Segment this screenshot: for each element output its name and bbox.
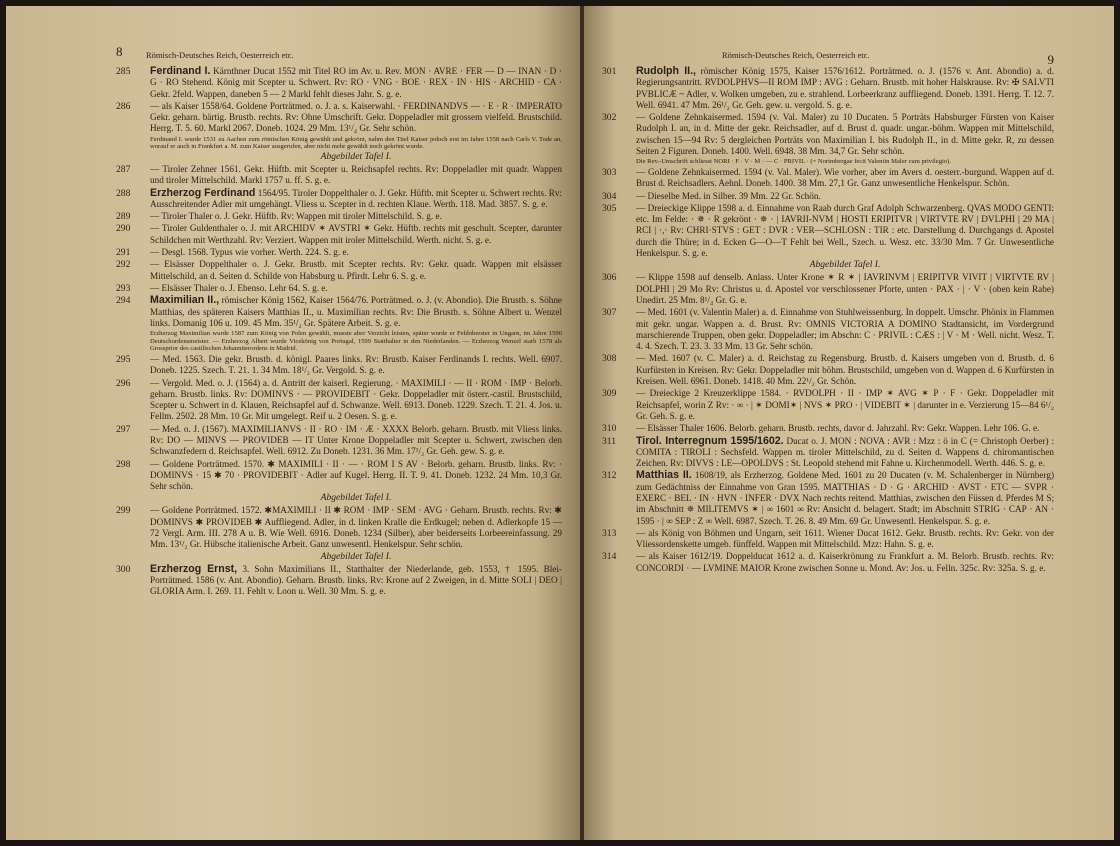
catalog-entry	[116, 164, 562, 187]
entry-number: 310	[602, 423, 617, 435]
entry-text: 1608/19, als Erzherzog. Goldene Med. 1601 zu 20 Ducaten (v. M. Schalenberger in Nürnberg) zum Gedächtniss der Einnahme von Gran 1595. MATTHIAS · D · G · ARCHID · AVST · ETC — SVPR · EXERC · BEL · IN · HVN · INFER · DVX Nach rechts reitend. Matthias, zwischen den Füssen d. Pferdes M S; im Abschnitt ✵ MILITEMVS ✶ | ∞ 1601 ∞ Rv: Ansicht d. belagert. Stadt; im Abschnitt STRIG · CAP · AN · 1595 · | ∞ SEP : Z ∞ Well. 6987. Szech. T. 26. 8. 49 Mm. 69 Gr. Unwesentl. Henkelspur. S. g. e.	[636, 470, 1055, 526]
running-head: Römisch-Deutsches Reich, Oesterreich etc.	[146, 50, 294, 60]
entry-number: 287	[116, 163, 131, 175]
catalog-entry	[602, 528, 1054, 551]
plate-reference: Abgebildet Tafel I.	[809, 259, 881, 271]
plate-reference: Abgebildet Tafel I.	[320, 150, 392, 162]
catalog-entry	[602, 551, 1054, 574]
catalog-entry	[602, 470, 1054, 526]
entry-text: — Dieselbe Med. in Silber. 39 Mm. 22 Gr. Schön.	[636, 190, 821, 201]
catalog-entry	[116, 188, 562, 211]
catalog-entry	[116, 424, 562, 458]
catalog-entry	[116, 66, 562, 100]
page-number: 9	[1047, 52, 1054, 67]
entry-number: 302	[602, 112, 617, 124]
entry-text: — als Kaiser 1558/64. Goldene Porträtmed. o. J. a. s. Kaiserwahl. · FERDINANDVS — · E · R · IMPERATO Gekr. geharn. bärtig. Brustb. rechts. Rv: Ohne Umschrift. Gekr. Doppeladler mit grossem vielfeld. Brustschild. Herrg. T. 5. 60. Markl 2067. Doneb. 1024. 29 Mm. 13¹/₄ Gr. Sehr schön.	[150, 100, 562, 134]
catalog-entry	[602, 191, 1054, 202]
footnote: Erzherzog Maximilian wurde 1587 zum König von Polen gewählt, musste aber Verzicht leisten, später wurde er Feldoberster in Ungarn, im Jahre 1590 Deutschordensmeister. — Erzherzog Albert wurde Vicekönig von Portugal, 1599 Statthalter in den Niederlanden. — Erzherzog Wenzel starb 1578 als Grossprior des castilischen Johanniterordens in Madrid.	[150, 330, 562, 353]
catalog-entry	[116, 247, 562, 258]
ruler-name: Rudolph II.,	[636, 65, 697, 77]
footnote: Die Rev.-Umschrift schliesst NORI · F · V · M · — C · PRIVIL · (= Norimbergae fecit Valentin Maler cum privilegio).	[636, 158, 951, 166]
catalog-entry	[116, 564, 562, 598]
running-head: Römisch-Deutsches Reich, Oesterreich etc.	[722, 50, 870, 60]
catalog-entry	[116, 505, 562, 562]
entry-number: 290	[116, 223, 131, 235]
entry-text: 3. Sohn Maximilians II., Statthalter der Niederlande, geb. 1553, † 1595. Blei-Porträtmed. 1586 (v. Ant. Abondio). Geharn. Brustb. links. Rv: Krone auf 2 Zweigen, in d. Mitte SOLI | DEO | GLORIA Arm. I. 269. 11. Fehlt v. Loon u. Well. 30 Mm. S. g. e.	[150, 563, 562, 597]
right-page	[584, 6, 1114, 840]
entry-number: 293	[116, 282, 131, 294]
entry-number: 292	[116, 259, 131, 271]
entry-text: Kärnthner Ducat 1552 mit Titel RO im Av. u. Rev. MON · AVRE · FER — D — INAN · D · G · RO Stehend. König mit Scepter u. Schwert. Rv: RO · VNG · BOE · REX · IN · HIS · ARCHID · CA · Gekr. 2feld. Wappen, daneben 5 — 2 Markl fehlt dieses Jahr. S. g. e.	[150, 66, 562, 99]
catalog-entry	[602, 203, 1054, 271]
entry-number: 314	[602, 551, 617, 563]
catalog-entry	[116, 101, 562, 163]
entry-number: 297	[116, 423, 131, 435]
entry-text: — Tiroler Thaler o. J. Gekr. Hüftb. Rv: Wappen mit tiroler Mittelschild. S. g. e.	[150, 211, 442, 222]
page-number: 8	[116, 44, 123, 59]
entry-text: — Med. o. J. (1567). MAXIMILIANVS · II · RO · IM · Æ · XXXX Belorb. geharn. Brustb. mit Vliess links. Rv: DO — MINVS — PROVIDEB — IT Unter Krone Doppeladler mit Scepter u. Schwert, zwischen den Schwanzfedern d. Reichsapfel. Well. 6912. Zu Doneb. 1231. 36 Mm. 17¹/₂ Gr. Geh. gew. S. g. e.	[150, 423, 562, 457]
right-page-header	[602, 44, 1054, 66]
entry-number: 304	[602, 190, 617, 202]
entry-text: — Klippe 1598 auf denselb. Anlass. Unter Krone ✶ R ✶ | IAVRINVM | ERIPITVR VIVIT | VIRTVTE RV | DOLPHI | 29 Mo Rv: Christus u. d. Apostel vor verschlossener Pforte, unten · PAX · | · V · (oben kein Rabe) Unedirt. 25 Mm. 8¹/₄ Gr. G. e.	[636, 272, 1054, 305]
entry-text: — Goldene Zehnkaisermed. 1594 (v. Val. Maler). Wie vorher, aber im Avers d. oesterr.-burgund. Wappen auf d. Brust d. Reichsadlers. Aehnl. Doneb. 1400. 38 Mm. 27,1 Gr. Ganz unwesentliche Henkelspur. Schön.	[636, 166, 1054, 189]
book-spread	[6, 6, 1114, 840]
catalog-entry	[116, 378, 562, 423]
entry-number: 313	[602, 527, 617, 539]
entry-text: — Vergold. Med. o. J. (1564) a. d. Antritt der kaiserl. Regierung. · MAXIMILI · — II · ROM · IMP · Belorb. geharn. Brustb. links. Rv: DOMINVS · — PROVIDEBIT · Gekr. Doppeladler mit österr.-castil. Brustschild, Scepter u. Schwert in d. Klauen, Reichsapfel auf d. Schwanze. Well. 6913. Doneb. 1229. Szech. T. 21. 4. Jos. u. Fellm. 2502. 28 Mm. 10 Gr. Mit umgelegt. Reif u. 2 Oesen. S. g. e.	[150, 377, 562, 422]
entry-text: Ducat o. J. MON : NOVA : AVR : Mzz : ö in C (= Christoph Oerber) : COMITA : TIROLI : Sechsfeld. Wappen m. tiroler Mittelschild, zu d. Seiten d. Wappens d. chiromantischen Zeichen. Rv: DIVVS : LE—OPOLDVS : St. Leopold stehend mit Fahne u. Kirchenmodell. Werth. 446. S. g. e.	[636, 435, 1054, 469]
entry-number: 311	[602, 435, 617, 447]
entry-text: — Tiroler Zehner 1561. Gekr. Hüftb. mit Scepter u. Reichsapfel rechts. Rv: Doppeladler mit quadr. Wappen und tiroler Mittelschild. Markl 1757 u. ff. S. g. e.	[150, 163, 562, 186]
entry-text: — Dreieckige Klippe 1598 a. d. Einnahme von Raab durch Graf Adolph Schwarzenberg. QVAS MODO GENTI: etc. Im Felde: · ✵ · R gekrönt · ✵ · | IAVRII-NVM | HOSTI ERIPITVR | VIRTVTE RV | DVLPHI | 29 MA | RCI | ·,· Rv: CHRI·STVS : GET : DVR : VER—SCHLOSN : TIR : etc. Darstellung d. Durchgangs d. Apostel durch die Thüre; in d. Ecken G—O—T Fehlt bei Well., Szech. u. Wesz. etc. 33/30 Mm. 7 Gr. Unwesentliche Henkelspur. S. g. e.	[636, 202, 1054, 259]
entry-text: — Med. 1607 (v. C. Maler) a. d. Reichstag zu Regensburg. Brustb. d. Kaisers umgeben von d. Brustb. d. 6 Kurfürsten in Kreisen. Rv: Gekr. Doppeladler mit böhm. Brustschild, umgeben von d. Wappen d. 6 Kurfürsten in Kreisen. Well. 6961. Doneb. 1418. 40 Mm. 22¹/₂ Gr. Schön.	[636, 353, 1054, 387]
entry-text: — Goldene Porträtmed. 1572. ✱MAXIMILI · II ✱ ROM · IMP · SEM · AVG · Geharn. Brustb. rechts. Rv: ✱ DOMINVS ✱ PROVIDEB ✱ Auffliegend. Adler, in d. linken Kralle die Erdkugel; neben d. Adlerkopfe 15 — 72 Vergl. Arm. III. 278 A u. B. Wie Well. 6916. Doneb. 1234 (Silber), aber beiderseits Lorbeereinfassung. 29 Mm. 13¹/₂ Gr. Hübsche italienische Arbeit. Ganz unwesentl. Henkelspur. Sehr schön.	[150, 505, 562, 550]
entry-number: 309	[602, 388, 617, 400]
entry-text: römischer König 1562, Kaiser 1564/76. Porträtmed. o. J. (v. Abondio). Die Brustb. s. Söhne Matthias, des späteren Kaisers Matthias II., u. Maximilian rechts. Rv: Die Brustb. s. Söhne Albert u. Wenzel links. Domanig 106 u. 109. 45 Mm. 35¹/₂ Gr. Spätere Arbeit. S. g. e.	[150, 295, 562, 328]
entry-number: 307	[602, 307, 617, 319]
entry-text: — Elsässer Thaler o. J. Ebenso. Lehr 64. S. g. e.	[150, 282, 328, 293]
entry-text: — Med. 1563. Die gekr. Brustb. d. königl. Paares links. Rv: Brustb. Kaiser Ferdinands I. rechts. Well. 6907. Doneb. 1225. Szech. T. 21. 1. 34 Mm. 18¹/₂ Gr. Vergold. S. g. e.	[150, 353, 562, 376]
entry-text: — Elsässer Doppelthaler o. J. Gekr. Brustb. mit Scepter rechts. Rv: Gekr. quadr. Wappen mit elsässer Mittelschild, an d. Seiten d. Schilde von Habsburg u. Pfirdt. Lehr 6. S. g. e.	[150, 259, 562, 281]
ruler-name: Matthias II.	[636, 469, 692, 482]
entry-number: 312	[602, 470, 617, 482]
catalog-entries	[116, 66, 562, 598]
catalog-entry	[602, 112, 1054, 166]
entry-text: — als König von Böhmen und Ungarn, seit 1611. Wiener Ducat 1612. Gekr. Brustb. rechts. Rv: Gekr. von der Vliessordenskette umgeb. fünffeld. Wappen mit Mittelschild. Mzz: Hahn. S. g. e.	[636, 527, 1054, 550]
entry-number: 294	[116, 295, 131, 307]
entry-text: — Tiroler Guldenthaler o. J. mit ARCHIDV ✶ AVSTRI ✶ Gekr. Hüftb. rechts mit geschult. Scepter, darunter Schildchen mit Werthzahl. Rv: Verziert. Wappen mit iroler Mittelschild. Werth. nicht. S. g. e.	[150, 223, 562, 245]
ruler-name: Maximilian II.,	[150, 294, 220, 307]
entry-number: 296	[116, 377, 131, 389]
left-page-header	[116, 44, 562, 66]
entry-text: — als Kaiser 1612/19. Doppelducat 1612 a. d. Kaiserkrönung zu Frankfurt a. M. Belorb. Brustb. rechts. Rv: CONCORDI · — LVMINE MAIOR Krone zwischen Sonne u. Mond. Av: Jos. u. Felln. 325c. Rv: 325a. S. g. e.	[636, 551, 1054, 573]
catalog-entry	[116, 283, 562, 294]
footnote: Ferdinand I. wurde 1531 zu Aachen zum römischen König gewählt und gekrönt, nahm den Titel Kaiser jedoch erst im Jahre 1558 nach Carls V. Tode an, worauf er auch in Frankfurt a. M. zum Kaiser ausgerufen, aber nicht mehr gewählt noch gekrönt wurde.	[150, 135, 562, 151]
entry-number: 308	[602, 353, 617, 365]
entry-number: 306	[602, 272, 617, 284]
entry-number: 305	[602, 202, 617, 214]
catalog-entry	[602, 66, 1054, 111]
entry-number: 286	[116, 100, 131, 112]
entry-number: 303	[602, 166, 617, 178]
entry-number: 289	[116, 211, 131, 223]
plate-reference: Abgebildet Tafel I.	[320, 550, 392, 562]
catalog-entry	[602, 167, 1054, 190]
entry-number: 288	[116, 187, 131, 199]
catalog-entry	[602, 388, 1054, 422]
entry-number: 298	[116, 458, 131, 470]
catalog-entry	[116, 223, 562, 246]
left-page	[6, 6, 582, 840]
plate-reference: Abgebildet Tafel I.	[320, 492, 392, 504]
entry-text: — Med. 1601 (v. Valentin Maler) a. d. Einnahme von Stuhlweissenburg. In doppelt. Umschr. Phönix in Flammen mit gekr. ungar. Wappen a. d. Brust. Rv: OMNIS VICTORIA A DOMINO Stadtansicht, im Vordergrund marschierende Truppen, oben gekr. Doppeladler; im Abschn: C · PRIVIL : CÆS : | V · M · Well. nicht. Wesz. T. 4. 4. Szech. T. 23. 3. 33 Mm. 13 Gr. Sehr schön.	[636, 307, 1054, 352]
catalog-entry	[602, 436, 1054, 470]
catalog-entry	[116, 295, 562, 353]
entry-number: 285	[116, 66, 131, 77]
catalog-entry	[602, 307, 1054, 352]
catalog-entry	[602, 272, 1054, 306]
catalog-entry	[116, 259, 562, 282]
entry-text: — Desgl. 1568. Typus wie vorher. Werth. 224. S. g. e.	[150, 247, 349, 258]
ruler-name: Tirol. Interregnum 1595/1602.	[636, 434, 784, 447]
ruler-name: Erzherzog Ernst,	[150, 562, 238, 575]
entry-text: 1564/95. Tiroler Doppelthaler o. J. Gekr. Hüftb. mit Scepter u. Schwert rechts. Rv: Ausschreitender Adler mit umgehängt. Vliess u. Scepter in d. rechten Klaue. Werth. 118. Mad. 3857. S. g. e.	[150, 187, 562, 209]
entry-number: 299	[116, 505, 131, 517]
ruler-name: Erzherzog Ferdinand	[150, 186, 256, 199]
entry-text: — Goldene Porträtmed. 1570. ✱ MAXIMILI · II · — · ROM I S AV · Belorb. geharn. Brustb. links. Rv: · DOMINVS · 15 ✱ 70 · PROVIDEBIT · Adler auf Kugel. Herrg. II. T. 9. 41. Doneb. 1232. 24 Mm. 10,3 Gr. Sehr schön.	[150, 458, 562, 492]
entry-number: 291	[116, 247, 131, 259]
entry-text: — Dreieckige 2 Kreuzerklippe 1584. · RVDOLPH · II · IMP ✶ AVG ✶ P · F · Gekr. Doppeladler mit Reichsapfel, worin Z Rv: · ∞ · | ✶ DOMI✶ | NVS ✶ PRO · | VIDEBIT ✶ | darunter in e. Verzierung 15—84 6¹/₂ Gr. Geh. S. g. e.	[636, 388, 1054, 421]
catalog-entry	[116, 211, 562, 222]
catalog-entry	[602, 353, 1054, 387]
entry-number: 300	[116, 563, 131, 575]
entry-number: 301	[602, 66, 617, 77]
entry-text: — Goldene Zehnkaisermed. 1594 (v. Val. Maler) zu 10 Ducaten. 5 Porträts Habsburger Fürsten von Kaiser Rudolph I. an, in d. Mitte der gekr. Reichsadler, auf d. Brust d. quadr. ungar.-böhm. Wappen mit Mittelschild, zwischen 15—94 Rv: 5 dergleichen Porträts von Maximilian I. bis Rudolph II., in d. Mitte gekr. R, zu dessen Seiten 2 Figuren. Doneb. 1400. Well. 6948. 38 Mm. 34,7 Gr. Sehr schön.	[636, 112, 1054, 157]
ruler-name: Ferdinand I.	[150, 65, 211, 77]
catalog-entry	[602, 423, 1054, 434]
catalog-entry	[116, 354, 562, 377]
entry-text: römischer König 1575, Kaiser 1576/1612. Porträtmed. o. J. (1576 v. Ant. Abondio) a. d. Regierungsantritt. RVDOLPHVS—II ROM IMP : AVG : Geharn. Brustb. mit hoher Halskrause. Rv: ✠ SALVTI PVBLICÆ ~ Adler, v. Wolken umgeben, zu e. strahlend. Lorbeerkranz auffliegend. Doneb. 1391. Herrg. T. 12. 7. Well. 6941. 47 Mm. 26¹/₂ Gr. Geh. gew. u. vergold. S. g. e.	[636, 66, 1054, 110]
catalog-entry	[116, 459, 562, 505]
catalog-entries	[602, 66, 1054, 574]
entry-text: — Elsässer Thaler 1606. Belorb. geharn. Brustb. rechts, davor d. Jahrzahl. Rv: Gekr. Wappen. Lehr 106. G. e.	[636, 423, 1040, 434]
entry-number: 295	[116, 353, 131, 365]
